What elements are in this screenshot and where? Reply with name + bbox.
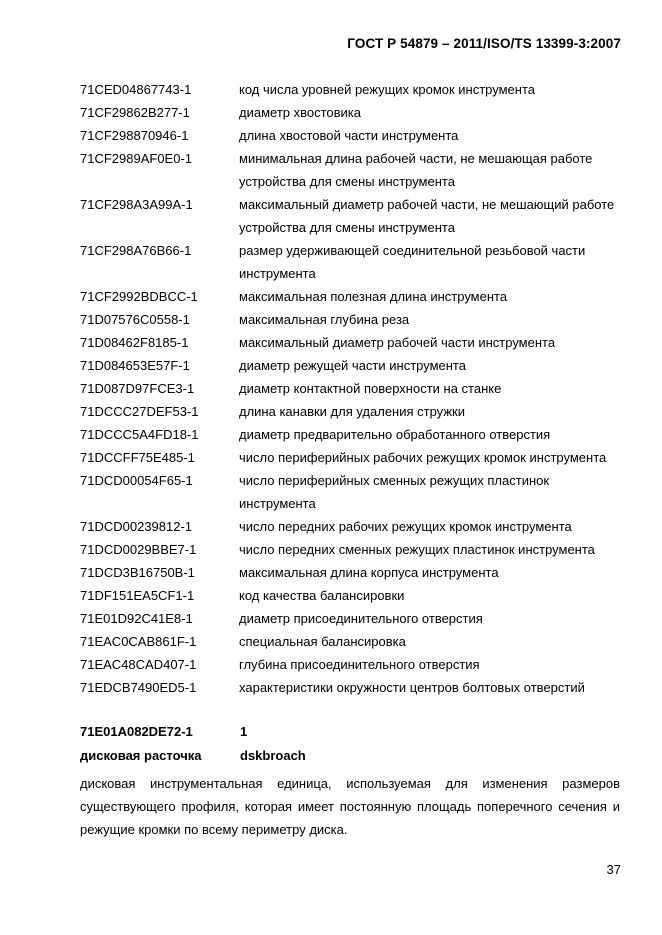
term-name-line bbox=[80, 748, 306, 763]
property-row bbox=[80, 607, 625, 630]
property-code: 71D084653E57F-1 bbox=[80, 358, 190, 373]
property-row bbox=[80, 584, 625, 607]
property-row bbox=[80, 239, 625, 285]
property-description: максимальная длина корпуса инструмента bbox=[239, 565, 499, 580]
term-code-line bbox=[80, 724, 247, 739]
property-row bbox=[80, 446, 625, 469]
property-description: глубина присоединительного отверстия bbox=[239, 657, 480, 672]
term-name-ru: дисковая расточка bbox=[80, 748, 202, 763]
property-code: 71DCCFF75E485-1 bbox=[80, 450, 195, 465]
property-code: 71E01D92C41E8-1 bbox=[80, 611, 193, 626]
term-name-en: dskbroach bbox=[240, 748, 306, 763]
property-row bbox=[80, 400, 625, 423]
property-row bbox=[80, 308, 625, 331]
property-description: размер удерживающей соединительной резьбовой части инструмента bbox=[239, 243, 586, 281]
property-code: 71D08462F8185-1 bbox=[80, 335, 189, 350]
property-description: минимальная длина рабочей части, не мешающая работе устройства для смены инструмента bbox=[239, 151, 593, 189]
property-code: 71EAC0CAB861F-1 bbox=[80, 634, 197, 649]
term-definition: дисковая инструментальная единица, используемая для изменения размеров существующего профиля, которая имеет постоянную площадь поперечного сечения и режущие кромки по всему периметру диска. bbox=[80, 776, 620, 837]
property-code: 71CF298870946-1 bbox=[80, 128, 189, 143]
property-row bbox=[80, 515, 625, 538]
property-row bbox=[80, 193, 625, 239]
property-code: 71DCCC27DEF53-1 bbox=[80, 404, 199, 419]
property-row bbox=[80, 653, 625, 676]
property-code: 71CF298A76B66-1 bbox=[80, 243, 192, 258]
property-row bbox=[80, 147, 625, 193]
property-code: 71DF151EA5CF1-1 bbox=[80, 588, 195, 603]
property-row bbox=[80, 354, 625, 377]
property-code: 71D087D97FCE3-1 bbox=[80, 381, 195, 396]
property-row bbox=[80, 538, 625, 561]
property-code: 71DCD00054F65-1 bbox=[80, 473, 193, 488]
property-description: код числа уровней режущих кромок инструмента bbox=[239, 82, 535, 97]
document-header: ГОСТ Р 54879 – 2011/ISO/TS 13399-3:2007 bbox=[347, 36, 621, 51]
property-description: длина канавки для удаления стружки bbox=[239, 404, 465, 419]
property-description: максимальный диаметр рабочей части инструмента bbox=[239, 335, 556, 350]
property-code: 71DCD3B16750B-1 bbox=[80, 565, 195, 580]
property-row bbox=[80, 78, 625, 101]
property-code: 71CED04867743-1 bbox=[80, 82, 192, 97]
property-description: максимальный диаметр рабочей части, не мешающий работе устройства для смены инструмента bbox=[239, 197, 615, 235]
property-description: специальная балансировка bbox=[239, 634, 406, 649]
property-code: 71CF298A3A99A-1 bbox=[80, 197, 193, 212]
property-description: число передних рабочих режущих кромок инструмента bbox=[239, 519, 572, 534]
property-description: число периферийных сменных режущих пластинок инструмента bbox=[239, 473, 550, 511]
property-code: 71D07576C0558-1 bbox=[80, 312, 190, 327]
property-row bbox=[80, 285, 625, 308]
property-row bbox=[80, 331, 625, 354]
property-code: 71CF29862B277-1 bbox=[80, 105, 190, 120]
property-row bbox=[80, 561, 625, 584]
property-description: максимальная полезная длина инструмента bbox=[239, 289, 508, 304]
property-description: длина хвостовой части инструмента bbox=[239, 128, 459, 143]
property-code: 71DCCC5A4FD18-1 bbox=[80, 427, 199, 442]
property-row bbox=[80, 469, 625, 515]
term-version: 1 bbox=[240, 724, 248, 739]
property-description: число периферийных рабочих режущих кромок инструмента bbox=[239, 450, 607, 465]
property-code: 71EDCB7490ED5-1 bbox=[80, 680, 197, 695]
property-description: диаметр хвостовика bbox=[239, 105, 362, 120]
property-description: характеристики окружности центров болтовых отверстий bbox=[239, 680, 585, 695]
property-description: число передних сменных режущих пластинок инструмента bbox=[239, 542, 595, 557]
property-row bbox=[80, 423, 625, 446]
property-description: диаметр присоединительного отверстия bbox=[239, 611, 483, 626]
property-row bbox=[80, 676, 625, 699]
property-code: 71EAC48CAD407-1 bbox=[80, 657, 197, 672]
property-code: 71CF2989AF0E0-1 bbox=[80, 151, 193, 166]
property-row bbox=[80, 630, 625, 653]
property-row bbox=[80, 124, 625, 147]
property-code: 71CF2992BDBCC-1 bbox=[80, 289, 198, 304]
property-row bbox=[80, 377, 625, 400]
property-description: диаметр контактной поверхности на станке bbox=[239, 381, 502, 396]
property-description: диаметр предварительно обработанного отверстия bbox=[239, 427, 551, 442]
property-description: диаметр режущей части инструмента bbox=[239, 358, 466, 373]
term-code: 71E01A082DE72-1 bbox=[80, 724, 193, 739]
property-code: 71DCD0029BBE7-1 bbox=[80, 542, 197, 557]
property-description: код качества балансировки bbox=[239, 588, 405, 603]
property-row bbox=[80, 101, 625, 124]
page-number: 37 bbox=[606, 862, 621, 877]
property-list bbox=[80, 78, 625, 699]
property-code: 71DCD00239812-1 bbox=[80, 519, 193, 534]
property-description: максимальная глубина реза bbox=[239, 312, 410, 327]
